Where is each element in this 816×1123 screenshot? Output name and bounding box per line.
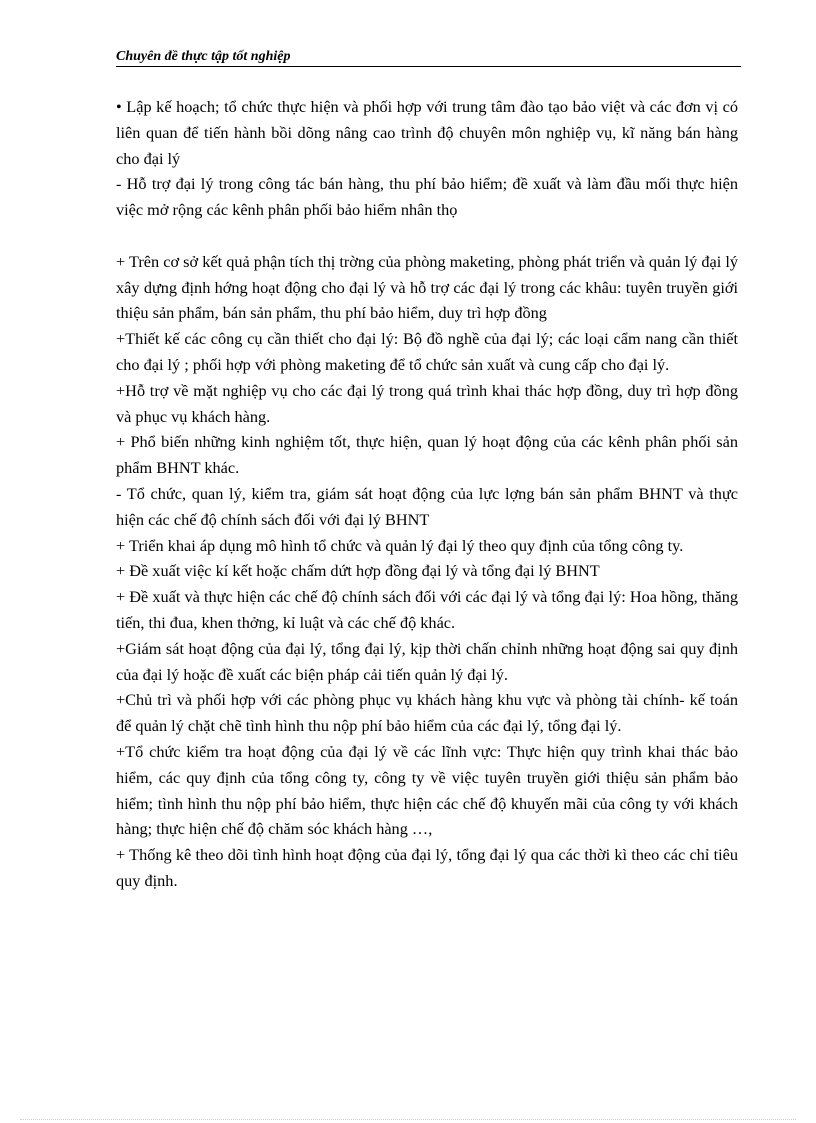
header-title: Chuyên đề thực tập tốt nghiệp [116, 49, 291, 64]
paragraph-supervise: +Giám sát hoạt động của đại lý, tổng đại lý, kịp thời chấn chỉnh những hoạt động sai quy định của đại lý hoặc đề xuất các biện pháp cải tiến quản lý đại lý. [116, 638, 738, 684]
paragraph-support-sales: - Hỗ trợ đại lý trong công tác bán hàng, thu phí bảo hiểm; đề xuất và làm đầu mối thực hiện việc mở rộng các kênh phân phối bảo hiểm nhân thọ [116, 174, 738, 220]
paragraph-gap [116, 223, 738, 249]
paragraph-organize-inspect: - Tổ chức, quan lý, kiểm tra, giám sát hoạt động của lực lợng bán sản phẩm BHNT và thực hiện các chế độ chính sách đối với đại lý BHNT [116, 483, 738, 529]
paragraph-operational-support: +Hỗ trợ về mặt nghiệp vụ cho các đại lý trong quá trình khai thác hợp đồng, duy trì hợp đồng và phục vụ khách hàng. [116, 380, 738, 426]
page-bottom-divider [20, 1119, 796, 1120]
paragraph-contract-proposal: + Đề xuất việc kí kết hoặc chấm dứt hợp đồng đại lý và tổng đại lý BHNT [116, 561, 600, 581]
paragraph-market-analysis: + Trên cơ sở kết quả phận tích thị trờng của phòng maketing, phòng phát triển và quản lý đại lý xây dựng định hớng hoạt động cho đại lý và hỗ trợ các đại lý trong các khâu: tuyên truyền giới thiệu sản phẩm, bán sản phẩm, thu phí bảo hiểm, duy trì hợp đồng [116, 251, 738, 323]
paragraph-statistics: + Thống kê theo dõi tình hình hoạt động của đại lý, tổng đại lý qua các thời kì theo các chỉ tiêu quy định. [116, 845, 738, 890]
paragraph-apply-model: + Triển khai áp dụng mô hình tổ chức và quản lý đại lý theo quy định của tổng công ty. [116, 535, 684, 555]
paragraph-coordinate-finance: +Chủ trì và phối hợp với các phòng phục vụ khách hàng khu vực và phòng tài chính- kế toán để quản lý chặt chẽ tình hình thu nộp phí bảo hiểm của các đại lý, tổng đại lý. [116, 690, 738, 736]
paragraph-policy-proposal: + Đề xuất và thực hiện các chế độ chính sách đối với các đại lý và tổng đại lý: Hoa hồng, thăng tiến, thi đua, khen thởng, kỉ luật và các chế độ khác. [116, 587, 738, 632]
document-body [116, 94, 738, 894]
paragraph-tools-design: +Thiết kế các công cụ cần thiết cho đại lý: Bộ đồ nghề của đại lý; các loại cẩm nang cần thiết cho đại lý ; phối hợp với phòng maketing để tổ chức sản xuất và cung cấp cho đại lý. [116, 329, 738, 374]
page-header [116, 48, 741, 67]
paragraph-share-experience: + Phổ biến những kinh nghiệm tốt, thực hiện, quan lý hoạt động của các kênh phân phối sản phẩm BHNT khác. [116, 432, 738, 478]
paragraph-inspection-areas: +Tổ chức kiểm tra hoạt động của đại lý về các lĩnh vực: Thực hiện quy trình khai thác bảo hiểm, các quy định của tổng công ty, công ty về việc tuyên truyền giới thiệu sản phẩm bảo hiểm; tình hình thu nộp phí bảo hiểm, thực hiện các chế độ khuyến mãi của công ty với khách hàng; thực hiện chế độ chăm sóc khách hàng …, [116, 741, 738, 839]
paragraph-plan-training: • Lập kế hoạch; tổ chức thực hiện và phối hợp với trung tâm đào tạo bảo việt và các đơn vị có liên quan để tiến hành bồi dõng nâng cao trình độ chuyên môn nghiệp vụ, kĩ năng bán hàng cho đại lý [116, 97, 738, 168]
